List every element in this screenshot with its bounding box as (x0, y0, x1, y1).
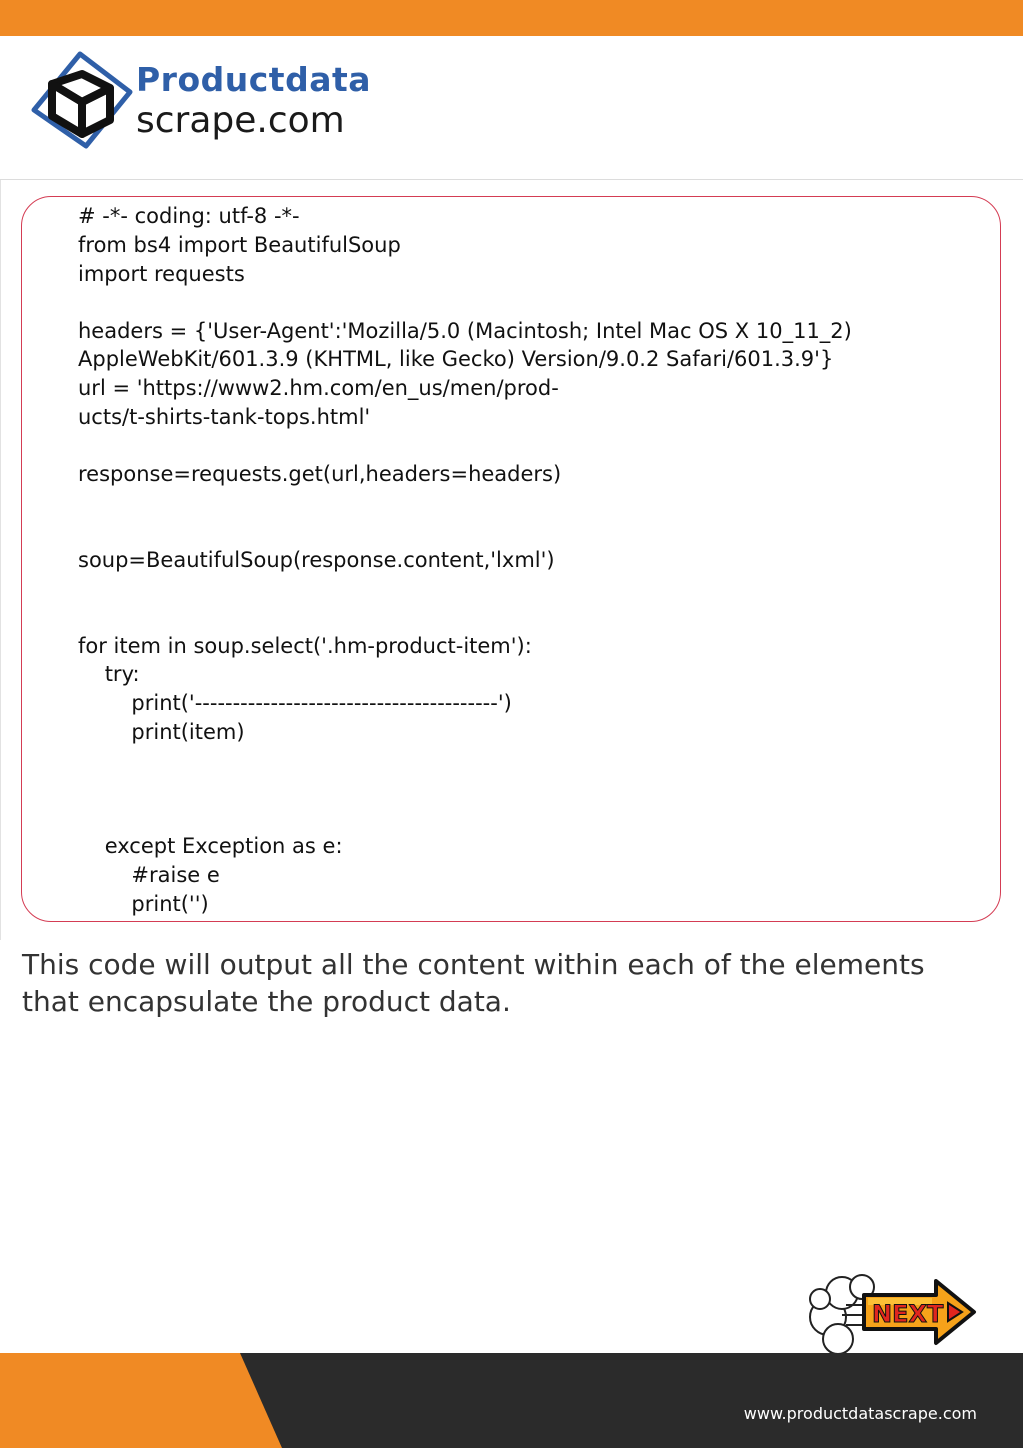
code-line: ucts/t-shirts-tank-tops.html' (78, 405, 371, 429)
code-line: # -*- coding: utf-8 -*- (78, 204, 300, 228)
next-label: NEXT (872, 1300, 944, 1328)
code-line: url = 'https://www2.hm.com/en_us/men/prod- (78, 376, 559, 400)
code-line: try: (78, 662, 140, 686)
footer-url[interactable]: www.productdatascrape.com (743, 1404, 977, 1423)
description-text: This code will output all the content within each of the elements that encapsulate the product data. (22, 948, 925, 1018)
code-line: soup=BeautifulSoup(response.content,'lxml') (78, 548, 555, 572)
code-line: import requests (78, 262, 245, 286)
next-button[interactable] (798, 1265, 980, 1361)
code-line: except Exception as e: (78, 834, 343, 858)
brand-logo[interactable] (30, 50, 390, 150)
code-line: print('') (78, 892, 209, 916)
footer-band (0, 1353, 1023, 1448)
code-line: print(item) (78, 720, 245, 744)
code-line: headers = {'User-Agent':'Mozilla/5.0 (Macintosh; Intel Mac OS X 10_11_2) (78, 319, 852, 343)
code-line: #raise e (78, 863, 220, 887)
code-line: AppleWebKit/601.3.9 (KHTML, like Gecko) Version/9.0.2 Safari/601.3.9'} (78, 347, 834, 371)
brand-name-line2: scrape.com (136, 100, 345, 141)
left-divider (0, 180, 1, 940)
top-accent-bar (0, 0, 1023, 36)
code-line: response=requests.get(url,headers=headers) (78, 462, 562, 486)
header-divider (0, 179, 1023, 180)
brand-name-line1: Productdata (136, 60, 372, 99)
cube-icon (30, 50, 134, 150)
code-line: from bs4 import BeautifulSoup (78, 233, 401, 257)
code-line: for item in soup.select('.hm-product-item'): (78, 634, 532, 658)
code-line: print('----------------------------------------') (78, 691, 512, 715)
